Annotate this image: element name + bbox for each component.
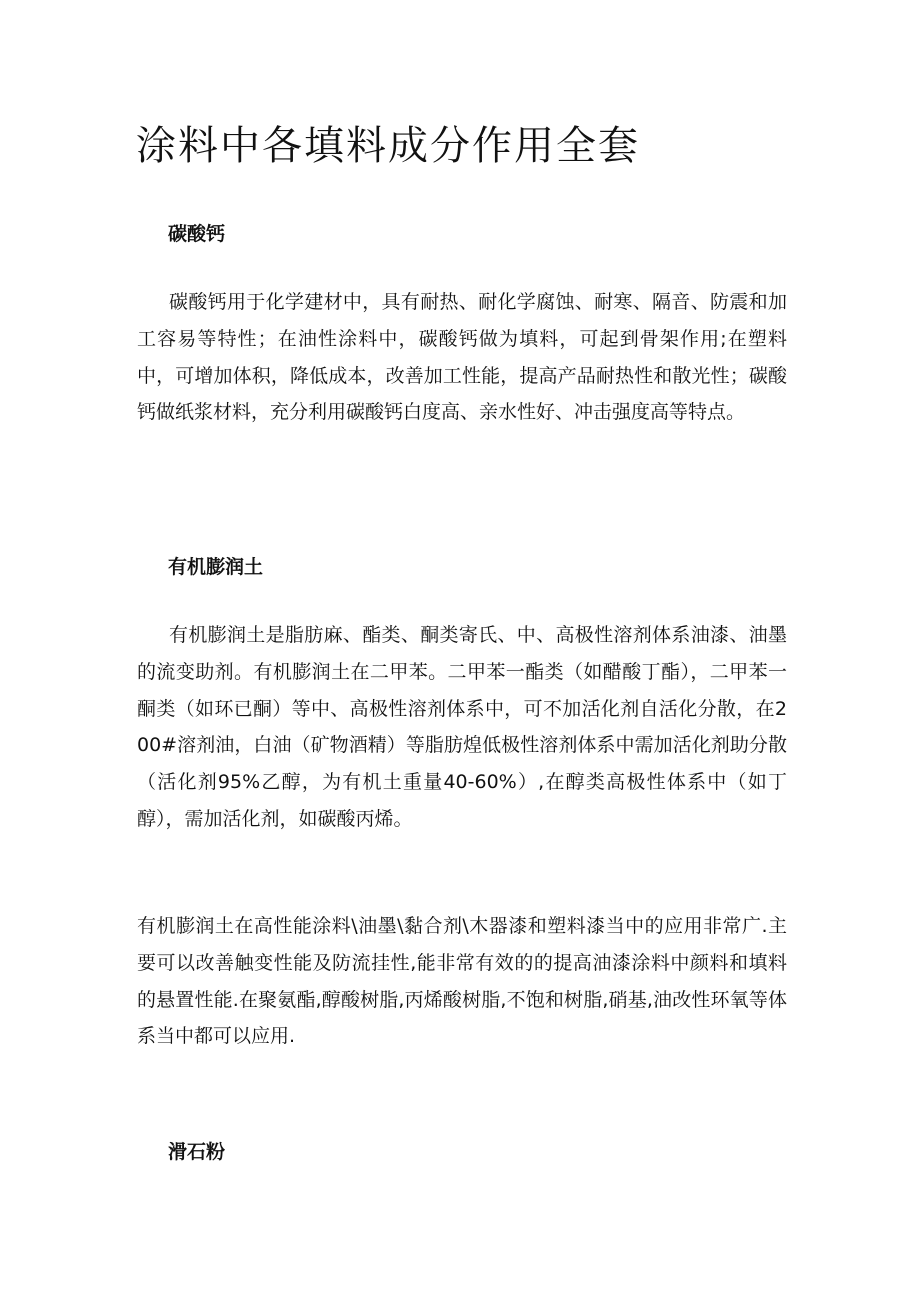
section-heading-organic-bentonite: 有机膨润土: [168, 556, 264, 578]
organic-bentonite-paragraph-1: 有机膨润土是脂肪麻、酯类、酮类寄氏、中、高极性溶剂体系油漆、油墨的流变助剂。有机膨润土在二甲苯。二甲苯一酯类（如醋酸丁酯），二甲苯一酮类（如环已酮）等中、高极性溶剂体系中，可不加活化剂自活化分散，在200#溶剂油，白油（矿物酒精）等脂肪煌低极性溶剂体系中需加活化剂助分散（活化剂95%乙醇，为有机土重量40-60%）,在醇类高极性体系中（如丁醇），需加活化剂，如碳酸丙烯。: [137, 624, 787, 830]
document-title: 涂料中各填料成分作用全套: [136, 123, 640, 169]
organic-bentonite-paragraph-2: 有机膨润土在高性能涂料\油墨\黏合剂\木器漆和塑料漆当中的应用非常广.主要可以改善触变性能及防流挂性,能非常有效的的提高油漆涂料中颜料和填料的悬置性能.在聚氨酯,醇酸树脂,丙烯酸树脂,不饱和树脂,硝基,油改性环氧等体系当中都可以应用.: [137, 915, 787, 1048]
section-heading-talc-powder: 滑石粉: [168, 1141, 226, 1163]
section-heading-calcium-carbonate: 碳酸钙: [168, 223, 226, 245]
calcium-carbonate-paragraph: 碳酸钙用于化学建材中，具有耐热、耐化学腐蚀、耐寒、隔音、防震和加工容易等特性；在油性涂料中，碳酸钙做为填料，可起到骨架作用;在塑料中，可增加体积，降低成本，改善加工性能，提高产品耐热性和散光性；碳酸钙做纸浆材料，充分利用碳酸钙白度高、亲水性好、冲击强度高等特点。: [137, 291, 787, 424]
